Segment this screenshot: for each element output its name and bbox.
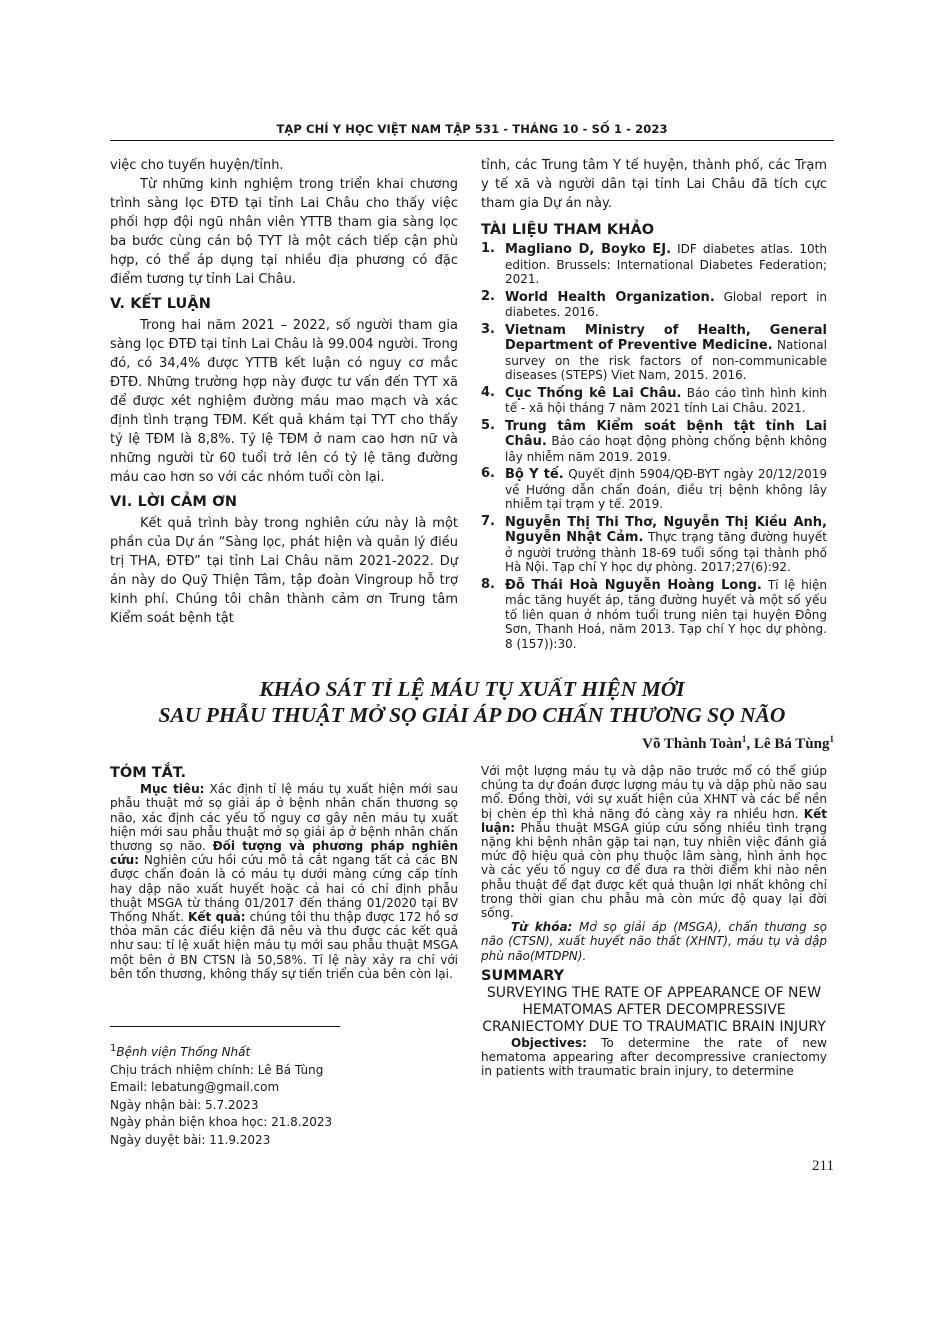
keywords: Từ khóa: Mở sọ giải áp (MSGA), chấn thương sọ não (CTSN), xuất huyết não thất (XHNT), máu tụ và dập phù não(MTDPN). bbox=[481, 920, 827, 963]
right-column bbox=[481, 156, 827, 654]
experience-paragraph: Từ những kinh nghiệm trong triển khai chương trình sàng lọc ĐTĐ tại tỉnh Lai Châu cho thấy việc phối hợp đội ngũ nhân viên YTTB tham gia sàng lọc ba bước cùng cán bộ TYT là một cách tiếp cận phù hợp, có thể áp dụng tại nhiều địa phương có đặc điểm tương tự tỉnh Lai Châu. bbox=[110, 177, 458, 287]
author-affiliation-mark: 1 bbox=[829, 734, 834, 744]
abstract-continued: Với một lượng máu tụ và dập não trước mổ có thể giúp chúng ta dự đoán được lượng máu tụ và dập phù não sau mổ. Đồng thời, với sự xuất hiện của XHNT và các bể nền bị chèn ép thì khả năng đó càng xảy ra nhiều hơn. Kết luận: Phẫu thuật MSGA giúp cứu sống nhiều tình trạng nặng khi bệnh nhân gặp tai nạn, tuy nhiên việc đánh giá mức độ hiệu quả còn phụ thuộc lâm sàng, hình ảnh học và các yếu tố nguy cơ để đưa ra thời điểm khi nào nên phẫu thuật để đạt được kết quả thuận lợi nhất không chỉ trong thời gian chu phẫu mà còn mức độ quay lại đời sống. bbox=[481, 764, 827, 921]
continued-paragraph: việc cho tuyến huyện/tỉnh. bbox=[110, 158, 284, 173]
author-separator: , bbox=[746, 736, 754, 752]
author-name: Lê Bá Tùng bbox=[753, 736, 830, 752]
author-name: Võ Thành Toàn bbox=[642, 736, 742, 752]
continued-paragraph-right: tỉnh, các Trung tâm Y tế huyện, thành phố, các Trạm y tế xã và người dân tại tỉnh Lai Châu đã tích cực tham gia Dự án này. bbox=[481, 158, 827, 211]
conclusion-heading: V. KẾT LUẬN bbox=[110, 296, 211, 312]
article-title-line1: KHẢO SÁT TỈ LỆ MÁU TỤ XUẤT HIỆN MỚI bbox=[259, 677, 685, 701]
review-date: Ngày phản biện khoa học: 21.8.2023 bbox=[110, 1115, 333, 1129]
reference-item: 5. Trung tâm Kiểm soát bệnh tật tỉnh Lai Châu. Báo cáo hoạt động phòng chống bệnh không lây nhiễm năm 2019. 2019. bbox=[481, 417, 827, 464]
reference-item: 6. Bộ Y tế. Quyết định 5904/QĐ-BYT ngày 20/12/2019 về Hướng dẫn chẩn đoán, điều trị bệnh không lây nhiễm tại trạm y tế. 2019. bbox=[481, 466, 827, 511]
article-authors bbox=[642, 734, 834, 753]
english-abstract: Objectives: To determine the rate of new hematoma appearing after decompressive craniectomy in patients with traumatic brain injury, to determine bbox=[481, 1036, 827, 1079]
reference-item: 2. World Health Organization. Global report in diabetes. 2016. bbox=[481, 288, 828, 319]
reference-item: 4. Cục Thống kê Lai Châu. Báo cáo tình hình kinh tế - xã hội tháng 7 năm 2021 tỉnh Lai Châu. 2021. bbox=[481, 384, 827, 415]
header-rule bbox=[110, 140, 834, 141]
conclusion-paragraph: Trong hai năm 2021 – 2022, số người tham gia sàng lọc ĐTĐ tại tỉnh Lai Châu là 99.004 người. Trong đó, có 34,4% được YTTB kết luận có nguy cơ mắc ĐTĐ. Những trường hợp này được tư vấn đến TYT xã để được xét nghiệm đường máu mao mạch và xác định tình trạng TĐM. Kết quả khám tại TYT cho thấy tỷ lệ TĐM là 8,8%. Tỷ lệ TĐM ở nam cao hơn nữ và những người từ 60 tuổi trở lên có tỷ lệ tăng đường máu cao hơn so với các nhóm tuổi còn lại. bbox=[110, 318, 458, 485]
accepted-date: Ngày duyệt bài: 11.9.2023 bbox=[110, 1132, 271, 1147]
article-title-line2: SAU PHẪU THUẬT MỞ SỌ GIẢI ÁP DO CHẤN THƯƠNG SỌ NÃO bbox=[158, 703, 786, 727]
reference-item: 1. Magliano D, Boyko EJ. IDF diabetes atlas. 10th edition. Brussels: International Diabetes Federation; 2021. bbox=[481, 241, 827, 286]
affiliation: $^1$Bệnh viện Thống Nhất bbox=[110, 1043, 251, 1059]
thanks-heading: VI. LỜI CẢM ƠN bbox=[110, 494, 238, 510]
abstract-paragraph: Mục tiêu: Xác định tỉ lệ máu tụ xuất hiện mới sau phẫu thuật mở sọ giải áp ở bệnh nhân chấn thương sọ não, xác định các yếu tố nguy cơ gây nên máu tụ xuất hiện mới sau phẫu thuật mở sọ giải áp ở bệnh nhân chấn thương sọ não. Đối tượng và phương pháp nghiên cứu: Nghiên cứu hồi cứu mô tả cắt ngang tất cả các BN được chẩn đoán là có máu tụ dưới màng cứng cấp tính hay dập não xuất huyết hoặc cả hai có chỉ định phẫu thuật MSGA từ tháng 01/2017 đến tháng 01/2020 tại BV Thống Nhất. Kết quả: chúng tôi thu thập được 172 hồ sơ thỏa mãn các điều kiện đã nêu và thu được các kết quả như sau: tỉ lệ xuất hiện máu tụ mới sau phẫu thuật MSGA một bên ở BN CTSN là 50,58%. Tỉ lệ này xảy ra chỉ với bên tổn thương, không thấy sự tiến triển của bên còn lại. bbox=[110, 782, 458, 981]
summary-heading: SUMMARY bbox=[481, 967, 565, 984]
left-column bbox=[110, 156, 458, 628]
reference-list bbox=[481, 242, 827, 651]
reference-item: 3. Vietnam Ministry of Health, General Department of Preventive Medicine. National survey on the risk factors of non-communicable diseases (STEPS) Viet Nam, 2015. 2016. bbox=[481, 321, 827, 382]
reference-item: 7. Nguyễn Thị Thi Thơ, Nguyễn Thị Kiều Anh, Nguyễn Nhật Cảm. Thực trạng tăng đường huyết ở người trưởng thành 18-69 tuổi sống tại thành phố Hà Nội. Tạp chí Y học dự phòng. 2017;27(6):92. bbox=[481, 513, 827, 574]
email: Email: lebatung@gmail.com bbox=[110, 1080, 280, 1094]
abstract-right bbox=[481, 764, 827, 1079]
references-heading: TÀI LIỆU THAM KHẢO bbox=[481, 222, 655, 238]
received-date: Ngày nhận bài: 5.7.2023 bbox=[110, 1097, 259, 1112]
journal-header: TẠP CHÍ Y HỌC VIỆT NAM TẬP 531 - THÁNG 10 - SỐ 1 - 2023 bbox=[276, 122, 668, 136]
abstract-heading: TÓM TẮT. bbox=[110, 765, 187, 781]
thanks-paragraph: Kết quả trình bày trong nghiên cứu này là một phần của Dự án “Sàng lọc, phát hiện và quản lý điều trị THA, ĐTĐ” tại tỉnh Lai Châu năm 2021-2022. Dự án này do Quỹ Thiện Tâm, tập đoàn Vingroup hỗ trợ kinh phí. Chúng tôi chân thành cảm ơn Trung tâm Kiểm soát bệnh tật bbox=[110, 516, 458, 626]
footnotes bbox=[110, 1040, 332, 1149]
english-title: SURVEYING THE RATE OF APPEARANCE OF NEW HEMATOMAS AFTER DECOMPRESSIVE CRANIECTOMY DUE TO TRAUMATIC BRAIN INJURY bbox=[482, 985, 826, 1036]
reference-item: 8. Đỗ Thái Hoà Nguyễn Hoàng Long. Tỉ lệ hiện mắc tăng huyết áp, tăng đường huyết và một số yếu tố liên quan ở nhóm tuổi trung niên tại huyện Đông Sơn, Thanh Hoá, năm 2013. Tạp chí Y học dự phòng. 8 (157)):30. bbox=[481, 576, 827, 651]
abstract-left bbox=[110, 766, 458, 981]
footnote-rule bbox=[110, 1026, 340, 1027]
corresponding-author: Chịu trách nhiệm chính: Lê Bá Tùng bbox=[110, 1062, 324, 1077]
author-affiliation-mark: 1 bbox=[741, 734, 747, 744]
page-number: 211 bbox=[812, 1158, 834, 1174]
